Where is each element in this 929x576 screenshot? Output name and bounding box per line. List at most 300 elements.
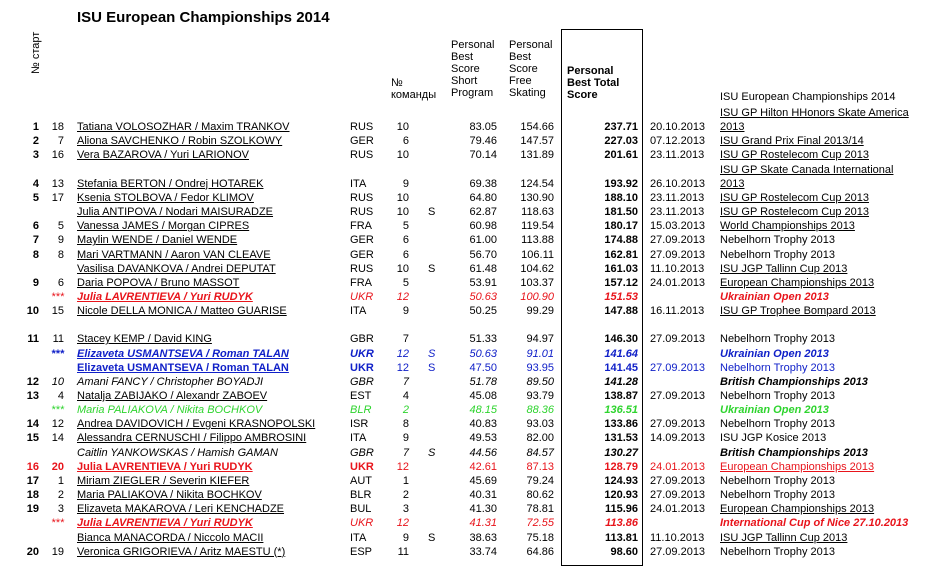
pb-free-header-line: Best (509, 51, 532, 63)
event-cell[interactable]: ISU GP Rostelecom Cup 2013 (720, 149, 869, 162)
short-score-cell: 50.25 (469, 305, 497, 318)
pb-short-header-line: Score (451, 63, 480, 75)
date-cell: 23.11.2013 (650, 149, 705, 162)
event-cell[interactable]: 2013 (720, 121, 745, 134)
pair-name-cell: Caitlin YANKOWSKAS / Hamish GAMAN (77, 446, 278, 459)
short-score-cell: 41.31 (469, 517, 497, 530)
table-row (0, 205, 929, 219)
place-cell: 15 (26, 432, 39, 445)
short-score-cell: 40.31 (469, 489, 497, 502)
team-number-cell: 9 (402, 432, 409, 445)
event-cell[interactable]: European Championships 2013 (720, 276, 875, 289)
team-number-cell: 10 (396, 262, 409, 275)
nation-cell: GBR (350, 446, 374, 459)
total-score-cell: 193.92 (604, 177, 638, 190)
place-cell: 1 (32, 121, 39, 134)
start-number-cell: *** (51, 517, 64, 530)
short-score-cell: 42.61 (469, 460, 497, 473)
nation-cell: UKR (350, 290, 374, 303)
nation-cell: GBR (350, 333, 374, 346)
total-score-cell: 162.81 (604, 248, 638, 261)
team-number-cell: 6 (402, 234, 409, 247)
free-score-cell: 75.18 (526, 531, 554, 544)
start-number-cell: 9 (57, 234, 64, 247)
total-score-cell: 98.60 (610, 545, 638, 558)
table-row (0, 531, 929, 545)
start-number-cell: 3 (57, 503, 64, 516)
free-score-cell: 80.62 (526, 489, 554, 502)
pair-name-cell[interactable]: Vasilisa DAVANKOVA / Andrei DEPUTAT (77, 262, 276, 275)
date-cell: 26.10.2013 (650, 177, 706, 190)
start-number-cell: 18 (51, 121, 64, 134)
start-number-header: № старт (30, 31, 42, 74)
event-cell: International Cup of Nice 27.10.2013 (720, 517, 909, 530)
event-cell[interactable]: European Championships 2013 (720, 460, 875, 473)
short-score-cell: 79.46 (469, 135, 497, 148)
date-cell: 23.11.2013 (650, 206, 705, 219)
pair-name-cell[interactable]: Julia LAVRENTIEVA / Yuri RUDYK (77, 460, 253, 473)
team-number-cell: 2 (402, 489, 409, 502)
event-cell: British Championships 2013 (720, 446, 868, 459)
pair-name-cell[interactable]: Vanessa JAMES / Morgan CIPRES (77, 220, 250, 233)
event-cell[interactable]: European Championships 2013 (720, 503, 875, 516)
total-score-cell: 174.88 (604, 234, 638, 247)
nation-cell: RUS (350, 191, 374, 204)
short-score-cell: 40.83 (469, 418, 497, 431)
team-number-header (391, 77, 436, 101)
place-cell: 12 (26, 375, 39, 388)
short-score-cell: 51.78 (469, 375, 497, 388)
pair-name-cell[interactable]: Tatiana VOLOSOZHAR / Maxim TRANKOV (77, 121, 290, 134)
total-score-cell: 157.12 (604, 276, 638, 289)
nation-cell: ITA (350, 177, 367, 190)
date-cell: 27.09.2013 (650, 361, 706, 374)
short-score-cell: 56.70 (469, 248, 497, 261)
pb-free-header (509, 39, 552, 99)
team-number-header-line: № (391, 77, 403, 89)
free-score-cell: 154.66 (520, 121, 554, 134)
team-number-cell: 7 (402, 375, 409, 388)
free-score-cell: 84.57 (526, 446, 554, 459)
start-number-cell: 7 (57, 135, 64, 148)
date-cell: 27.09.2013 (650, 333, 706, 346)
short-score-cell: 45.69 (469, 474, 497, 487)
table-row (0, 502, 929, 516)
pb-short-header-line: Short (451, 75, 478, 87)
team-number-cell: 12 (396, 290, 409, 303)
pair-name-cell[interactable]: Julia LAVRENTIEVA / Yuri RUDYK (77, 290, 253, 303)
total-score-cell: 141.28 (604, 375, 638, 388)
date-cell: 27.09.2013 (650, 489, 706, 502)
free-score-cell: 119.54 (521, 220, 554, 233)
event-cell[interactable]: 2013 (720, 177, 745, 190)
pair-name-cell[interactable]: Vera BAZAROVA / Yuri LARIONOV (77, 149, 249, 162)
event-cell[interactable]: ISU GP Rostelecom Cup 2013 (720, 191, 869, 204)
nation-cell: ESP (350, 545, 373, 558)
total-score-cell: 113.86 (605, 517, 638, 530)
short-score-cell: 47.50 (469, 361, 497, 374)
pair-name-cell[interactable]: Natalja ZABIJAKO / Alexandr ZABOEV (77, 390, 268, 402)
nation-cell: ITA (350, 305, 367, 318)
team-number-cell: 11 (397, 545, 409, 558)
short-score-cell: 69.38 (469, 177, 497, 190)
event-cell: Ukrainian Open 2013 (720, 290, 829, 303)
nation-cell: GER (350, 135, 374, 148)
table-row (0, 134, 929, 148)
team-number-cell: 8 (402, 418, 409, 431)
start-number-cell: *** (51, 290, 64, 303)
event-cell[interactable]: ISU GP Trophee Bompard 2013 (720, 305, 876, 318)
event-cell[interactable]: ISU GP Rostelecom Cup 2013 (720, 206, 869, 219)
place-cell: 13 (26, 390, 39, 402)
team-number-cell: 10 (396, 191, 409, 204)
free-score-cell: 72.55 (526, 517, 554, 530)
nation-cell: UKR (350, 347, 374, 360)
pair-name-cell[interactable]: Miriam ZIEGLER / Severin KIEFER (77, 474, 250, 487)
team-number-cell: 3 (402, 503, 409, 516)
start-number-cell: 4 (57, 390, 64, 402)
team-number-cell: 9 (402, 305, 409, 318)
short-score-cell: 61.48 (469, 262, 497, 275)
place-cell: 8 (32, 248, 39, 261)
total-score-cell: 161.03 (604, 262, 638, 275)
nation-cell: ITA (350, 531, 367, 544)
event-cell: Nebelhorn Trophy 2013 (720, 333, 835, 346)
total-score-cell: 131.53 (604, 432, 638, 445)
pair-name-cell[interactable]: Julia ANTIPOVA / Nodari MAISURADZE (77, 206, 274, 219)
nation-cell: RUS (350, 149, 374, 162)
table-row (0, 516, 929, 530)
place-cell: 9 (32, 276, 39, 289)
pair-name-cell[interactable]: Nicole DELLA MONICA / Matteo GUARISE (77, 305, 287, 318)
total-score-cell: 115.96 (604, 503, 638, 516)
table-row (0, 347, 929, 361)
start-number-cell: 2 (57, 489, 64, 502)
place-cell: 16 (26, 460, 39, 473)
team-number-cell: 5 (402, 220, 409, 233)
table-row (0, 488, 929, 502)
place-cell: 7 (32, 234, 39, 247)
table-row (0, 403, 929, 417)
start-number-cell: 14 (51, 432, 64, 445)
table-row (0, 389, 929, 403)
place-cell: 5 (32, 191, 39, 204)
free-score-cell: 100.90 (520, 290, 554, 303)
pair-name-cell: Maria PALIAKOVA / Nikita BOCHKOV (77, 404, 263, 417)
date-cell: 24.01.2013 (650, 503, 706, 516)
date-cell: 27.09.2013 (650, 390, 706, 402)
nation-cell: RUS (350, 262, 374, 275)
start-number-cell: 11 (52, 333, 64, 346)
event-cell[interactable]: ISU JGP Tallinn Cup 2013 (720, 262, 848, 275)
total-score-cell: 130.27 (604, 446, 638, 459)
total-score-cell: 124.93 (604, 474, 638, 487)
team-number-cell: 12 (396, 361, 409, 374)
place-cell: 20 (26, 545, 39, 558)
team-number-cell: 12 (396, 460, 409, 473)
place-cell: 2 (32, 135, 39, 148)
pb-total-header-line: Best Total (567, 77, 620, 89)
start-number-cell: 1 (57, 474, 64, 487)
pb-total-header-line: Score (567, 89, 598, 101)
pb-short-header-line: Best (451, 51, 474, 63)
total-score-cell: 188.10 (604, 191, 638, 204)
table-row (0, 318, 929, 332)
table-row (0, 219, 929, 233)
nation-cell: RUS (350, 121, 374, 134)
total-score-cell: 237.71 (604, 121, 638, 134)
nation-cell: UKR (350, 460, 374, 473)
team-number-cell: 5 (402, 276, 409, 289)
team-number-cell: 7 (402, 446, 409, 459)
pair-name-cell[interactable]: Alessandra CERNUSCHI / Filippo AMBROSINI (77, 432, 307, 445)
nation-cell: BLR (350, 489, 372, 502)
table-row (0, 375, 929, 389)
total-score-cell: 141.64 (604, 347, 638, 360)
nation-cell: ITA (350, 432, 367, 445)
pair-name-cell[interactable]: Mari VARTMANN / Aaron VAN CLEAVE (77, 248, 271, 261)
total-score-cell: 227.03 (604, 135, 638, 148)
team-number-header-line: команды (391, 89, 437, 101)
pair-name-cell[interactable]: Ksenia STOLBOVA / Fedor KLIMOV (77, 191, 254, 204)
start-number-cell: 13 (51, 177, 64, 190)
free-score-cell: 91.01 (526, 347, 554, 360)
free-score-cell: 82.00 (526, 432, 554, 445)
free-score-cell: 106.11 (521, 248, 554, 261)
table-row (0, 361, 929, 375)
pb-short-header-line: Personal (451, 39, 495, 51)
total-score-cell: 128.79 (604, 460, 638, 473)
event-cell[interactable]: ISU Grand Prix Final 2013/14 (720, 135, 864, 148)
table-row (0, 332, 929, 346)
team-number-cell: 12 (396, 517, 409, 530)
short-score-cell: 70.14 (469, 149, 497, 162)
short-score-cell: 51.33 (469, 333, 497, 346)
short-score-cell: 33.74 (469, 545, 497, 558)
table-row (0, 106, 929, 120)
date-cell: 11.10.2013 (650, 531, 705, 544)
place-cell: 17 (26, 474, 39, 487)
event-cell: Nebelhorn Trophy 2013 (720, 545, 835, 558)
short-score-cell: 48.15 (469, 404, 497, 417)
date-cell: 11.10.2013 (650, 262, 705, 275)
date-cell: 14.09.2013 (650, 432, 706, 445)
event-cell: Nebelhorn Trophy 2013 (720, 489, 835, 502)
s-flag-cell: S (428, 361, 436, 374)
pair-name-cell[interactable]: Julia LAVRENTIEVA / Yuri RUDYK (77, 517, 253, 530)
pair-name-cell[interactable]: Bianca MANACORDA / Niccolo MACII (77, 531, 264, 544)
pair-name-cell[interactable]: Stefania BERTON / Ondrej HOTAREK (77, 177, 264, 190)
table-row (0, 474, 929, 488)
total-score-cell: 180.17 (604, 220, 638, 233)
start-number-cell: 10 (51, 375, 64, 388)
date-cell: 27.09.2013 (650, 234, 706, 247)
start-number-cell: 8 (57, 248, 64, 261)
table-row (0, 191, 929, 205)
total-score-cell: 141.45 (604, 361, 638, 374)
start-number-cell: *** (51, 347, 64, 360)
s-flag-cell: S (428, 262, 436, 275)
nation-cell: FRA (350, 220, 372, 233)
place-cell: 10 (26, 305, 39, 318)
table-row (0, 276, 929, 290)
nation-cell: EST (350, 390, 372, 402)
total-score-cell: 151.53 (604, 290, 638, 303)
team-number-cell: 12 (396, 347, 409, 360)
total-score-cell: 113.81 (604, 531, 638, 544)
event-cell[interactable]: ISU GP Hilton HHonors Skate America (720, 107, 909, 119)
nation-cell: FRA (350, 276, 372, 289)
total-score-cell: 136.51 (604, 404, 638, 417)
pair-name-cell[interactable]: Maylin WENDE / Daniel WENDE (77, 234, 238, 247)
free-score-cell: 78.81 (526, 503, 554, 516)
team-number-cell: 10 (396, 121, 409, 134)
event-cell[interactable]: ISU JGP Tallinn Cup 2013 (720, 531, 848, 544)
date-cell: 20.10.2013 (650, 121, 706, 134)
start-number-cell: 12 (51, 418, 64, 431)
place-cell: 3 (32, 149, 39, 162)
date-cell: 27.09.2013 (650, 474, 706, 487)
total-score-cell: 138.87 (604, 390, 638, 402)
free-score-cell: 88.36 (526, 404, 554, 417)
pair-name-cell[interactable]: Stacey KEMP / David KING (77, 333, 212, 346)
start-number-cell: 17 (51, 191, 64, 204)
table-row (0, 233, 929, 247)
table-row (0, 460, 929, 474)
event-cell: Nebelhorn Trophy 2013 (720, 390, 835, 402)
pair-name-cell[interactable]: Maria PALIAKOVA / Nikita BOCHKOV (77, 489, 262, 502)
total-score-cell: 120.93 (604, 489, 638, 502)
table-row (0, 290, 929, 304)
free-score-cell: 87.13 (526, 460, 554, 473)
table-row (0, 431, 929, 445)
team-number-cell: 10 (396, 149, 409, 162)
s-flag-cell: S (428, 531, 436, 544)
free-score-cell: 103.37 (520, 276, 554, 289)
date-cell: 16.11.2013 (650, 305, 705, 318)
date-cell: 07.12.2013 (650, 135, 706, 148)
date-cell: 27.09.2013 (650, 545, 706, 558)
start-number-cell: 20 (51, 460, 64, 473)
free-score-cell: 124.54 (520, 177, 554, 190)
s-flag-cell: S (428, 347, 436, 360)
nation-cell: RUS (350, 206, 374, 219)
pair-name-cell[interactable]: Elizaveta MAKAROVA / Leri KENCHADZE (77, 503, 285, 516)
table-row (0, 262, 929, 276)
s-flag-cell: S (428, 446, 436, 459)
event-cell: ISU JGP Kosice 2013 (720, 432, 827, 445)
date-cell: 24.01.2013 (650, 276, 706, 289)
total-score-cell: 146.30 (604, 333, 638, 346)
team-number-cell: 10 (396, 206, 409, 219)
team-number-cell: 4 (402, 390, 409, 402)
team-number-cell: 9 (402, 177, 409, 190)
pair-name-cell[interactable]: Aliona SAVCHENKO / Robin SZOLKOWY (77, 135, 283, 148)
table-row (0, 417, 929, 431)
pb-total-header (567, 65, 619, 101)
nation-cell: ISR (350, 418, 369, 431)
team-number-cell: 2 (402, 404, 409, 417)
free-score-cell: 118.63 (521, 206, 554, 219)
free-score-cell: 104.62 (520, 262, 554, 275)
pair-name-cell[interactable]: Elizaveta USMANTSEVA / Roman TALAN (77, 347, 289, 360)
event-cell: Ukrainian Open 2013 (720, 404, 829, 417)
nation-cell: BLR (350, 404, 372, 417)
place-cell: 6 (32, 220, 39, 233)
pb-free-header-line: Personal (509, 39, 553, 51)
table-row (0, 177, 929, 191)
pair-name-cell[interactable]: Andrea DAVIDOVICH / Evgeni KRASNOPOLSKI (77, 418, 316, 431)
free-score-cell: 131.89 (520, 149, 554, 162)
pair-name-cell: Amani FANCY / Christopher BOYADJI (77, 375, 264, 388)
pair-name-cell[interactable]: Veronica GRIGORIEVA / Aritz MAESTU (*) (77, 545, 286, 558)
nation-cell: GER (350, 234, 374, 247)
pb-free-header-line: Free (509, 75, 532, 87)
event-cell: British Championships 2013 (720, 375, 868, 388)
nation-cell: GBR (350, 375, 374, 388)
start-number-cell: 15 (51, 305, 64, 318)
free-score-cell: 93.79 (526, 390, 554, 402)
place-cell: 18 (26, 489, 39, 502)
start-number-cell: 5 (57, 220, 64, 233)
nation-cell: GER (350, 248, 374, 261)
nation-cell: UKR (350, 517, 374, 530)
team-number-cell: 6 (402, 135, 409, 148)
total-score-cell: 201.61 (604, 149, 638, 162)
free-score-cell: 64.86 (526, 545, 554, 558)
short-score-cell: 45.08 (469, 390, 497, 402)
pb-short-header (451, 39, 494, 99)
event-cell: Nebelhorn Trophy 2013 (720, 361, 835, 374)
free-score-cell: 113.88 (521, 234, 554, 247)
date-cell: 27.09.2013 (650, 248, 706, 261)
table-row (0, 248, 929, 262)
date-cell: 15.03.2013 (650, 220, 706, 233)
short-score-cell: 62.87 (469, 206, 497, 219)
short-score-cell: 64.80 (469, 191, 497, 204)
short-score-cell: 44.56 (469, 446, 497, 459)
team-number-cell: 6 (402, 248, 409, 261)
event-cell: Nebelhorn Trophy 2013 (720, 418, 835, 431)
event-header: ISU European Championships 2014 (720, 91, 896, 103)
free-score-cell: 93.03 (526, 418, 554, 431)
event-cell[interactable]: ISU GP Skate Canada International (720, 163, 894, 176)
free-score-cell: 94.97 (526, 333, 554, 346)
free-score-cell: 93.95 (526, 361, 554, 374)
pb-free-header-line: Skating (509, 87, 546, 99)
free-score-cell: 130.90 (520, 191, 554, 204)
start-number-cell: 19 (51, 545, 64, 558)
pb-free-header-line: Score (509, 63, 538, 75)
table-row (0, 446, 929, 460)
date-cell: 23.11.2013 (650, 191, 705, 204)
table-row (0, 120, 929, 134)
short-score-cell: 83.05 (469, 121, 497, 134)
place-cell: 14 (26, 418, 39, 431)
place-cell: 11 (27, 333, 39, 346)
s-flag-cell: S (428, 206, 436, 219)
pair-name-cell[interactable]: Daria POPOVA / Bruno MASSOT (77, 276, 240, 289)
short-score-cell: 60.98 (469, 220, 497, 233)
short-score-cell: 61.00 (469, 234, 497, 247)
short-score-cell: 49.53 (469, 432, 497, 445)
table-row (0, 148, 929, 162)
start-number-cell: 6 (57, 276, 64, 289)
pair-name-cell[interactable]: Elizaveta USMANTSEVA / Roman TALAN (77, 361, 289, 374)
event-cell[interactable]: World Championships 2013 (720, 220, 855, 233)
table-row (0, 163, 929, 177)
short-score-cell: 53.91 (469, 276, 497, 289)
